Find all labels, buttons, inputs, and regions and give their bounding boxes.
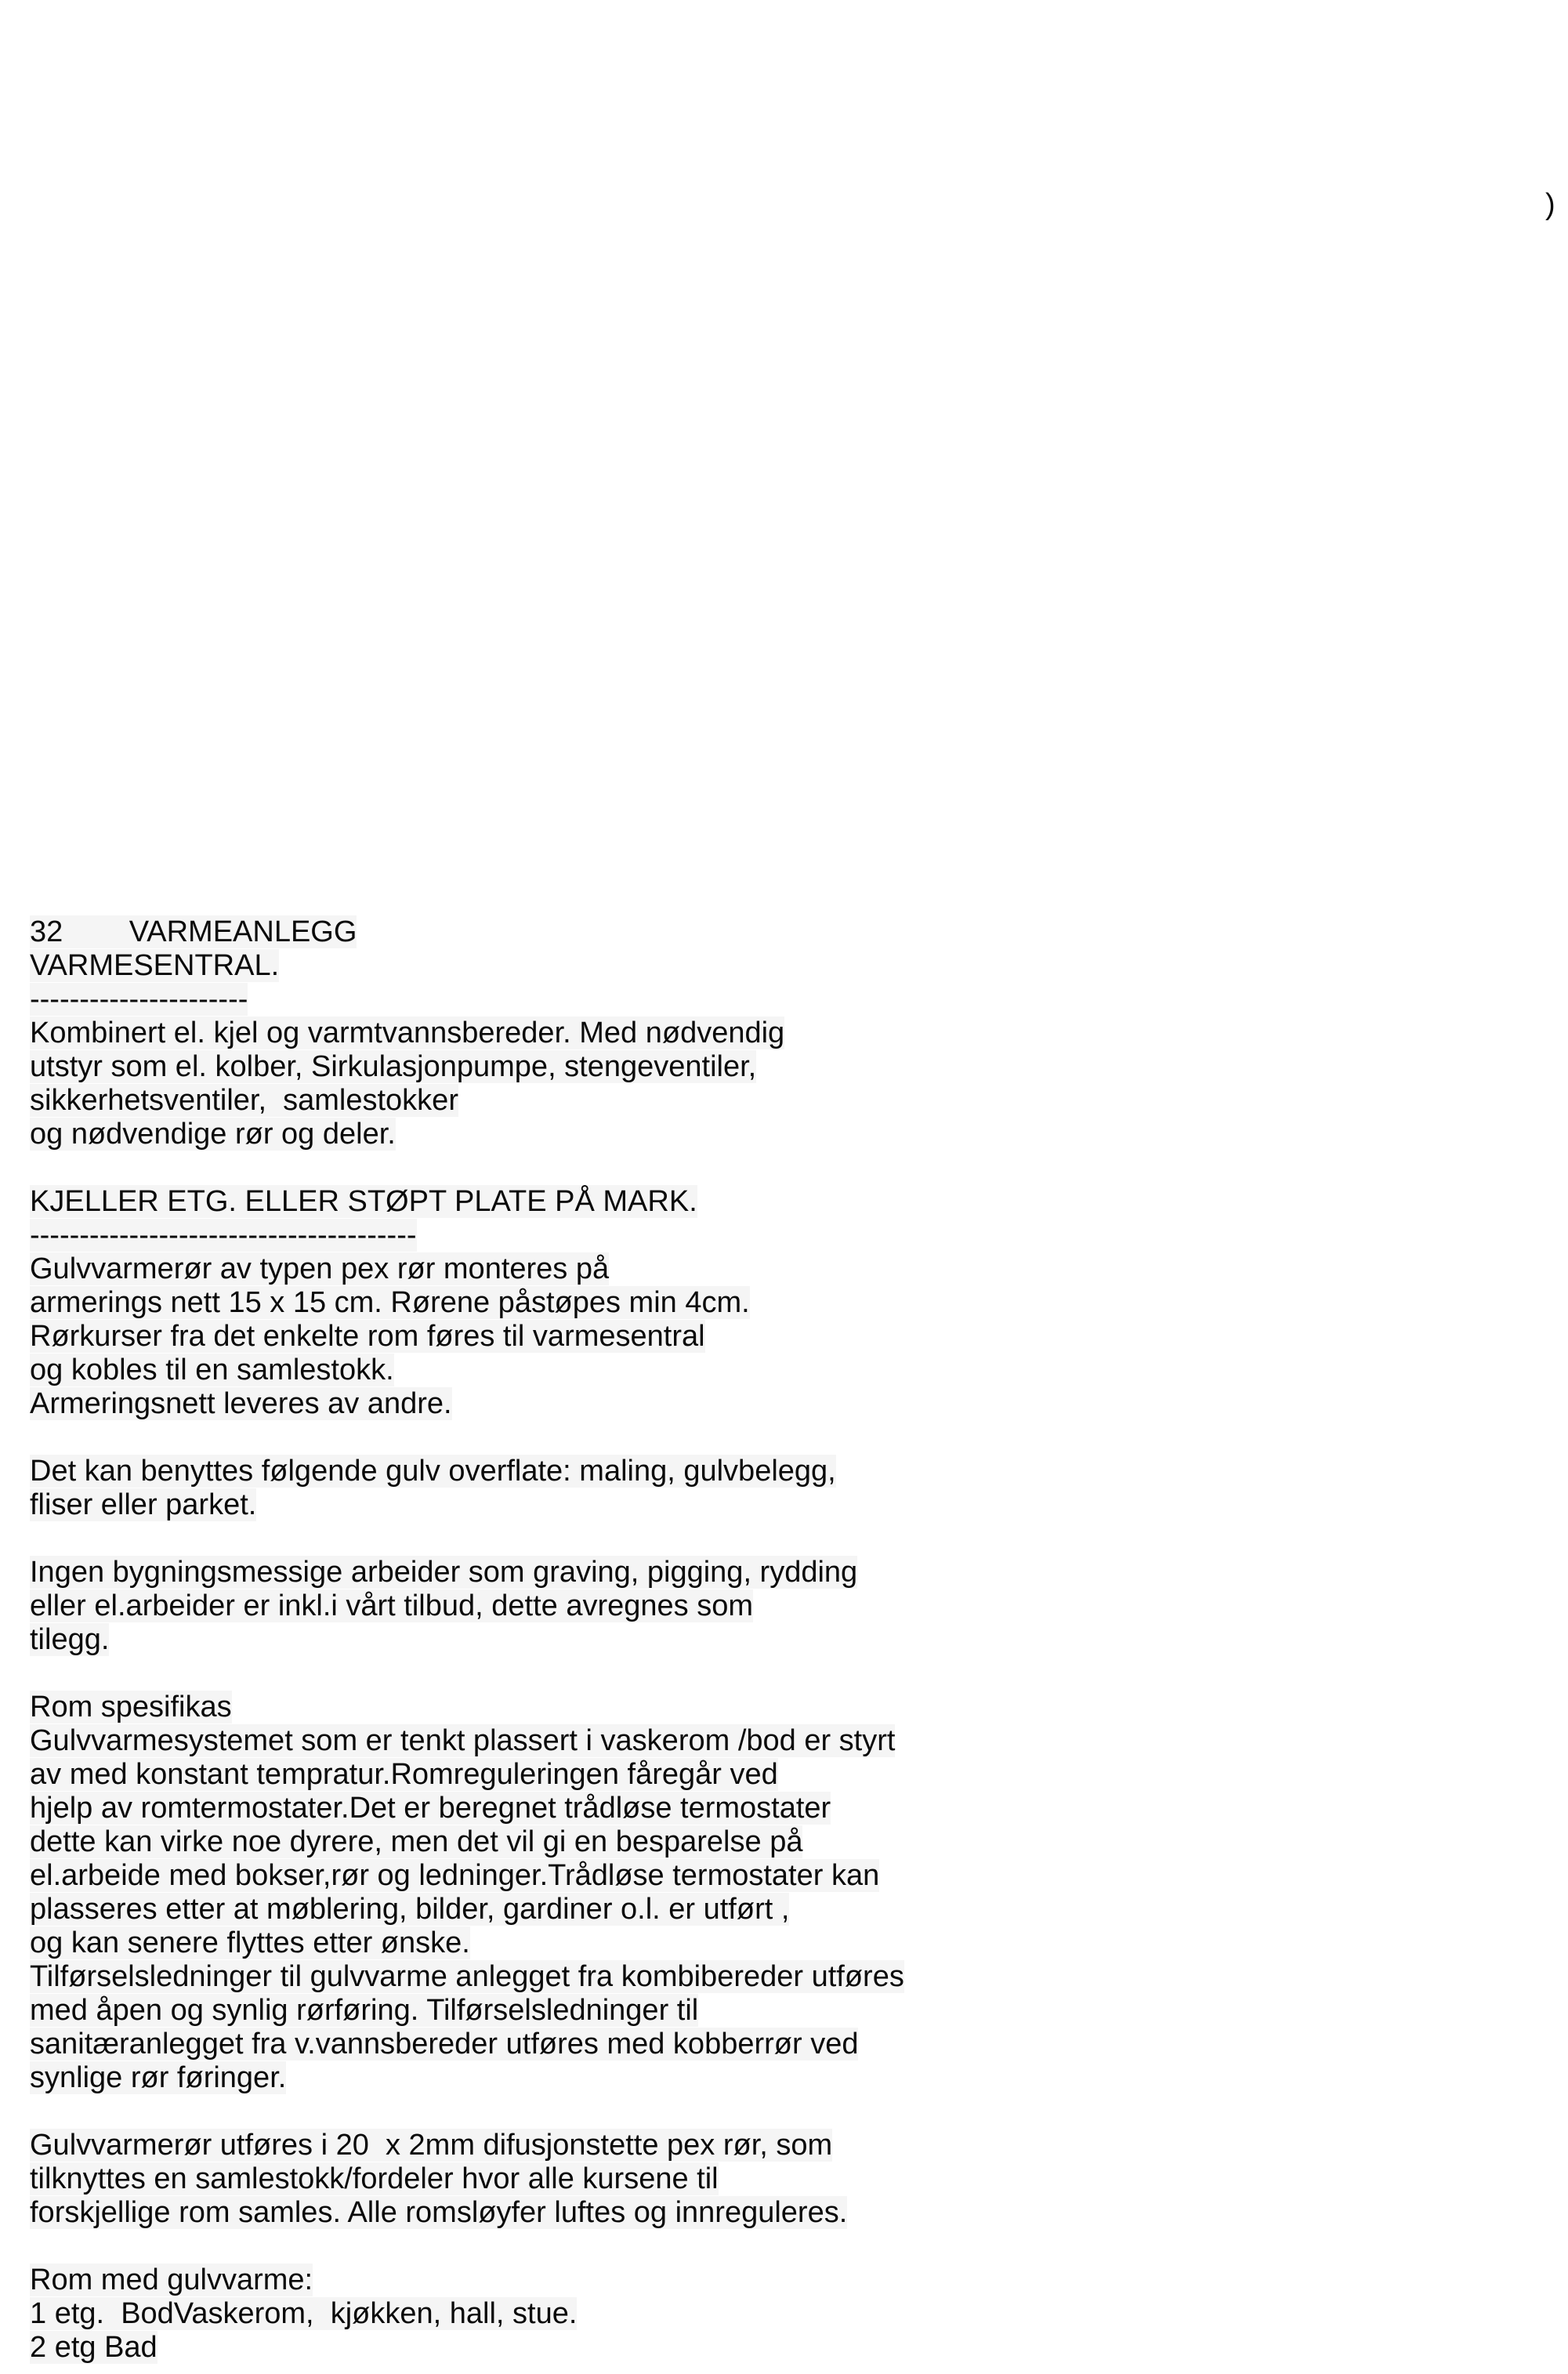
text-line — [30, 2331, 904, 2365]
text-line — [30, 1724, 904, 1758]
text-line — [30, 1455, 904, 1488]
text-line-content: KJELLER ETG. ELLER STØPT PLATE PÅ MARK. — [30, 1185, 697, 1218]
text-line — [30, 2028, 904, 2061]
text-line-content: eller el.arbeider er inkl.i vårt tilbud, dette avregnes som — [30, 1589, 754, 1622]
text-line — [30, 1488, 904, 1522]
text-line-content: Tilførselsledninger til gulvvarme anlegget fra kombibereder utføres — [30, 1960, 904, 1993]
stray-paren-mark: ) — [1545, 188, 1555, 221]
text-line — [30, 1286, 904, 1320]
text-line — [30, 2263, 904, 2297]
text-line — [30, 1017, 904, 1050]
text-line — [30, 1926, 904, 1960]
blank-line — [30, 2095, 904, 2129]
text-line — [30, 1859, 904, 1893]
text-line-content: og kan senere flyttes etter ønske. — [30, 1926, 470, 1959]
blank-line — [30, 1522, 904, 1556]
blank-line — [30, 1421, 904, 1455]
text-line — [30, 2297, 904, 2331]
text-line-content: 32 VARMEANLEGG — [30, 915, 357, 948]
text-line-content: av med konstant tempratur.Romreguleringen fåregår ved — [30, 1758, 778, 1791]
text-line-content: og kobles til en samlestokk. — [30, 1354, 394, 1386]
text-line-content: og nødvendige rør og deler. — [30, 1118, 396, 1151]
text-line-content: hjelp av romtermostater.Det er beregnet trådløse termostater — [30, 1792, 831, 1825]
text-line-content: Gulvvarmesystemet som er tenkt plassert i vaskerom /bod er styrt — [30, 1724, 896, 1757]
text-line-content: 2 etg Bad — [30, 2331, 158, 2364]
text-line — [30, 1320, 904, 1354]
text-line — [30, 1050, 904, 1084]
text-line — [30, 1185, 904, 1219]
text-line — [30, 1960, 904, 1994]
text-line-content: Rom med gulvvarme: — [30, 2263, 313, 2296]
text-line — [30, 1589, 904, 1623]
text-line — [30, 1893, 904, 1926]
text-line-content: Gulvvarmerør utføres i 20 x 2mm difusjonstette pex rør, som — [30, 2129, 833, 2162]
text-line-content: tilknyttes en samlestokk/fordeler hvor alle kursene til — [30, 2162, 719, 2195]
text-line — [30, 1556, 904, 1589]
text-line — [30, 2162, 904, 2196]
text-line-content: el.arbeide med bokser,rør og ledninger.Trådløse termostater kan — [30, 1859, 880, 1892]
blank-line — [30, 2230, 904, 2263]
blank-line — [30, 1657, 904, 1691]
text-line — [30, 1387, 904, 1421]
text-line — [30, 915, 904, 949]
text-line-content: sikkerhetsventiler, samlestokker — [30, 1084, 458, 1117]
text-line — [30, 1792, 904, 1825]
text-line-content: synlige rør føringer. — [30, 2061, 287, 2094]
dashed-divider — [30, 983, 904, 1017]
text-line — [30, 1084, 904, 1118]
text-line-content: utstyr som el. kolber, Sirkulasjonpumpe, stengeventiler, — [30, 1050, 757, 1083]
text-line — [30, 2061, 904, 2095]
text-line — [30, 2196, 904, 2230]
text-line-content: Rørkurser fra det enkelte rom føres til varmesentral — [30, 1320, 705, 1353]
text-line-content: Kombinert el. kjel og varmtvannsbereder. Med nødvendig — [30, 1017, 785, 1049]
text-line — [30, 1691, 904, 1724]
text-line-content: Ingen bygningsmessige arbeider som graving, pigging, rydding — [30, 1556, 858, 1589]
text-line-content: Armeringsnett leveres av andre. — [30, 1387, 452, 1420]
text-line-content: tilegg. — [30, 1623, 110, 1656]
text-line — [30, 1118, 904, 1151]
text-line-content: --------------------------------------- — [30, 1219, 417, 1252]
text-line — [30, 1994, 904, 2028]
text-line-content: dette kan virke noe dyrere, men det vil gi en besparelse på — [30, 1825, 803, 1858]
text-line-content: ---------------------- — [30, 983, 248, 1016]
text-line — [30, 1252, 904, 1286]
blank-line — [30, 1151, 904, 1185]
text-line-content: plasseres etter at møblering, bilder, gardiner o.l. er utført , — [30, 1893, 790, 1926]
text-line — [30, 1825, 904, 1859]
text-line-content: Det kan benyttes følgende gulv overflate: maling, gulvbelegg, — [30, 1455, 836, 1488]
text-line-content: 1 etg. BodVaskerom, kjøkken, hall, stue. — [30, 2297, 578, 2330]
document-text-block — [30, 915, 904, 2365]
text-line-content: sanitæranlegget fra v.vannsbereder utføres med kobberrør ved — [30, 2028, 859, 2060]
text-line-content: Gulvvarmerør av typen pex rør monteres på — [30, 1252, 610, 1285]
dashed-divider — [30, 1219, 904, 1252]
text-line — [30, 1623, 904, 1657]
text-line — [30, 949, 904, 983]
text-line-content: armerings nett 15 x 15 cm. Rørene påstøpes min 4cm. — [30, 1286, 750, 1319]
text-line — [30, 1354, 904, 1387]
text-line — [30, 1758, 904, 1792]
text-line-content: forskjellige rom samles. Alle romsløyfer luftes og innreguleres. — [30, 2196, 848, 2229]
text-line-content: VARMESENTRAL. — [30, 949, 280, 982]
text-line-content: fliser eller parket. — [30, 1488, 257, 1521]
text-line-content: Rom spesifikas — [30, 1691, 232, 1723]
text-line — [30, 2129, 904, 2162]
text-line-content: med åpen og synlig rørføring. Tilførselsledninger til — [30, 1994, 699, 2027]
